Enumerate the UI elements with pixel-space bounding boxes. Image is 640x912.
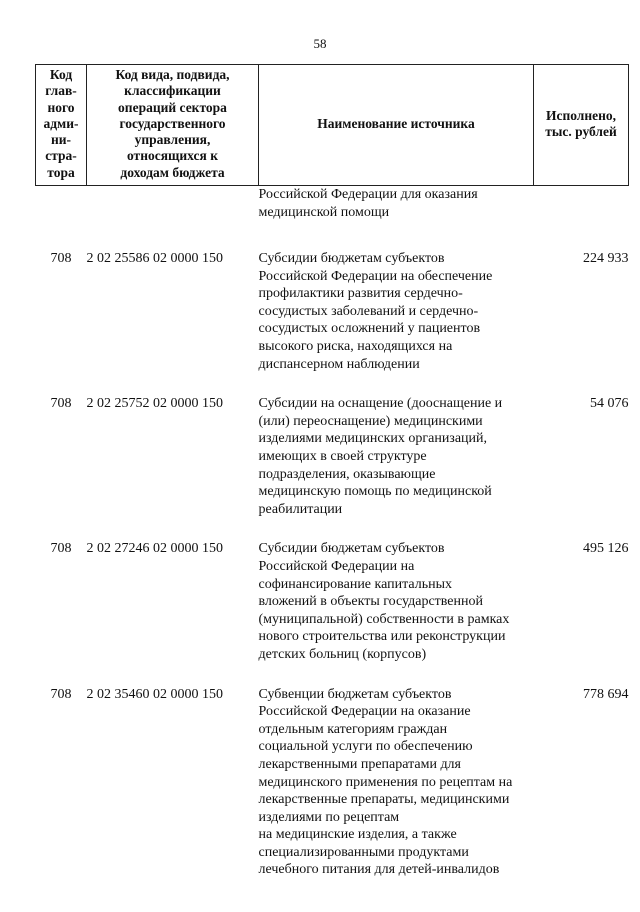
header-amount: Исполнено, тыс. рублей — [534, 65, 629, 186]
amount: 54 076 — [590, 396, 629, 412]
revenue-table — [35, 64, 629, 879]
kbk-code: 2 02 27246 02 0000 150 — [86, 541, 223, 557]
source-name: Субвенции бюджетам субъектов Российской Федерации на оказание отдельным категориям граждан социальной услуги по обеспечению лекарственными препаратами для медицинского применения по рецептам на лекарственные препараты, медицинскими изделиями по рецептам на медицинские изделия, а также специализированными продуктами лечебного питания для детей-инвалидов — [258, 686, 513, 878]
table-header-row — [36, 65, 629, 186]
admin-code: 708 — [50, 396, 72, 412]
kbk-code: 2 02 35460 02 0000 150 — [86, 686, 223, 702]
table-row — [36, 686, 629, 880]
page-number: 58 — [313, 36, 327, 51]
kbk-code: 2 02 25752 02 0000 150 — [86, 396, 223, 412]
table-row — [36, 540, 629, 663]
header-kbk: Код вида, подвида, классификации операций сектора государственного управления, относящихся к доходам бюджета — [87, 65, 259, 186]
header-source-name: Наименование источника — [259, 65, 534, 186]
admin-code: 708 — [50, 541, 72, 557]
admin-code: 708 — [50, 251, 72, 267]
admin-code: 708 — [50, 686, 72, 702]
amount: 495 126 — [583, 541, 629, 557]
header-admin-code: Код глав- ного адми- ни- стра- тора — [36, 65, 87, 186]
source-name: Субсидии на оснащение (дооснащение и (или) переоснащение) медицинскими изделиями медицинских организаций, имеющих в своей структуре подразделения, оказывающие медицинскую помощь по медицинской реабилитации — [258, 396, 503, 517]
table-row — [36, 395, 629, 518]
amount: 778 694 — [583, 686, 629, 702]
continuation-row — [36, 186, 629, 231]
continuation-text: Российской Федерации для оказания медицинской помощи — [258, 187, 478, 220]
source-name: Субсидии бюджетам субъектов Российской Федерации на софинансирование капитальных вложений в объекты государственной (муниципальной) собственности в рамках нового строительства или реконструкции детских больниц (корпусов) — [258, 541, 510, 662]
amount: 224 933 — [583, 251, 629, 267]
table-row — [36, 250, 629, 373]
source-name: Субсидии бюджетам субъектов Российской Федерации на обеспечение профилактики развития сердечно- сосудистых заболеваний и сердечно- сосудистых осложнений у пациентов высокого риска, находящихся на диспансерном наблюдении — [258, 251, 493, 372]
kbk-code: 2 02 25586 02 0000 150 — [86, 251, 223, 267]
